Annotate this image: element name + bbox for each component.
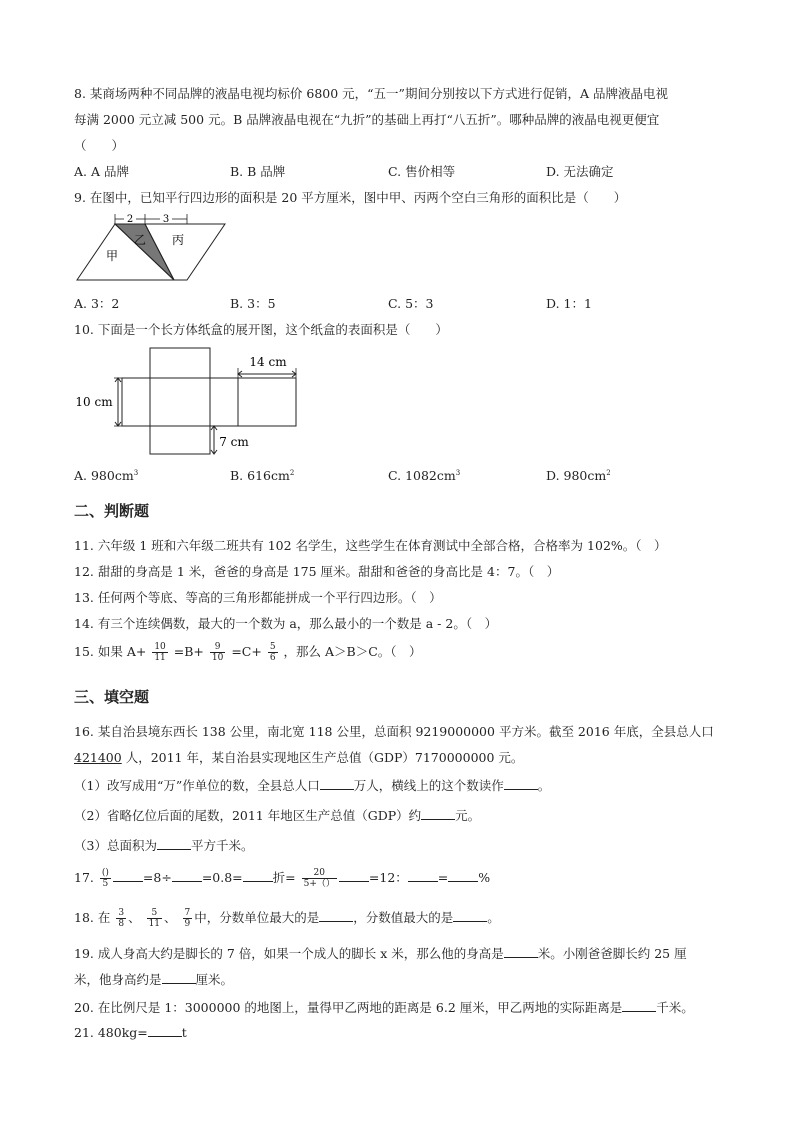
q9-option-b: B. 3：5 (230, 296, 276, 311)
q19-blank-2[interactable] (162, 971, 196, 984)
q11-text: 11. 六年级 1 班和六年级二班共有 102 名学生，这些学生在体育测试中全部合格，合格率为 102%。（ ） (74, 538, 667, 553)
q9-dim-2: 2 (126, 214, 134, 225)
q13-text: 13. 任何两个等底、等高的三角形都能拼成一个平行四边形。（ ） (74, 590, 442, 605)
q18-fraction-3: $\frac{7}{9}$ (184, 908, 191, 929)
q20-blank[interactable] (622, 999, 656, 1012)
q16-sub2: （2）省略亿位后面的尾数，2011 年地区生产总值（GDP）约 元。 (74, 808, 481, 823)
q10-text: 10. 下面是一个长方体纸盒的展开图，这个纸盒的表面积是（ ） (74, 322, 448, 337)
q21-text: 21. 480kg= t (74, 1025, 187, 1040)
q15-fraction-3: $\frac{5}{6}$ (269, 642, 276, 663)
q18-fraction-2: $\frac{5}{11}$ (148, 908, 161, 929)
q10-option-a: A. $980cm^3$ (74, 468, 139, 483)
q19-line1: 19. 成人身高大约是脚长的 7 倍，如果一个成人的脚长 x 米，那么他的身高是 米。小刚爸爸脚长约 25 厘 (74, 946, 687, 961)
q8-line1: 8. 某商场两种不同品牌的液晶电视均标价 6800 元，“五一”期间分别按以下方式进行促销，A 品牌液晶电视 (74, 86, 668, 101)
q9-dim-3: 3 (162, 214, 170, 225)
q16-sub1: （1）改写成用“万”作单位的数，全县总人口 万人，横线上的这个数读作 。 (74, 778, 551, 793)
q9-label-bing: 丙 (171, 233, 185, 247)
q18-blank-2[interactable] (453, 909, 487, 922)
q15-fraction-1: $\frac{10}{11}$ (154, 642, 166, 663)
q8-option-a: A. A 品牌 (74, 164, 129, 179)
q10-dim-10cm: 10 cm (75, 395, 113, 409)
q10-option-b: B. $616cm^2$ (230, 468, 295, 483)
q16-blank-4[interactable] (157, 837, 191, 850)
q19-blank-1[interactable] (504, 945, 538, 958)
q8-line2: 每满 2000 元立减 500 元。B 品牌液晶电视在“九折”的基础上再打“八五折”。哪种品牌的液晶电视更便宜 (74, 112, 660, 127)
q17-fraction-2: $\frac{20}{5+()}$ (303, 868, 335, 889)
section-fill-blank-title: 三、填空题 (74, 688, 150, 706)
q17-blank-3[interactable] (243, 869, 273, 882)
q9-option-c: C. 5：3 (388, 296, 434, 311)
q14-text: 14. 有三个连续偶数，最大的一个数为 a，那么最小的一个数是 a - 2。（ ） (74, 616, 498, 631)
q16-blank-1[interactable] (320, 777, 354, 790)
q16-blank-2[interactable] (504, 777, 538, 790)
q17-blank-5[interactable] (408, 869, 438, 882)
q21-blank[interactable] (148, 1024, 182, 1037)
q17-blank-1[interactable] (113, 869, 143, 882)
q20-text: 20. 在比例尺是 1：3000000 的地图上，量得甲乙两地的距离是 6.2 厘米，甲乙两地的实际距离是 千米。 (74, 1000, 694, 1015)
q15-text: 15. 如果 A+ $\frac{10}{11}$ =B+ $\frac{9}{10}$ =C+ $\frac{5}{6}$ ，那么 A＞B＞C。（ ） (74, 642, 422, 663)
q17-text: 17. $\frac{()}{5}$ =8÷ =0.8= 折= $\frac{20}{5+()}$ =12： = % (74, 868, 491, 889)
q8-option-b: B. B 品牌 (230, 164, 286, 179)
q8-option-d: D. 无法确定 (546, 164, 614, 179)
q16-sub3: （3）总面积为 平方千米。 (74, 838, 254, 853)
q15-fraction-2: $\frac{9}{10}$ (211, 642, 224, 663)
q9-label-yi: 乙 (133, 233, 147, 247)
q9-text: 9. 在图中，已知平行四边形的面积是 20 平方厘米，图中甲、丙两个空白三角形的面积比是（ ） (74, 190, 627, 205)
q16-blank-3[interactable] (421, 807, 455, 820)
q8-line3: （ ） (74, 138, 125, 153)
q10-option-d: D. $980cm^2$ (546, 468, 611, 483)
q9-option-d: D. 1：1 (546, 296, 592, 311)
q19-line2: 米，他身高约是 厘米。 (74, 972, 234, 987)
q18-blank-1[interactable] (319, 909, 353, 922)
q18-text: 18. 在 $\frac{3}{8}$ 、 $\frac{5}{11}$ 、 $\frac{7}{9}$ 中，分数单位最大的是 ，分数值最大的是 。 (74, 908, 500, 929)
q16-line2: 421400 人，2011 年，某自治县实现地区生产总值（GDP）7170000000 元。 (74, 750, 524, 765)
q9-option-a: A. 3：2 (74, 296, 120, 311)
q9-parallelogram-figure (72, 210, 232, 286)
q10-box-net-figure (72, 344, 312, 456)
q17-blank-6[interactable] (448, 869, 478, 882)
section-judgement-title: 二、判断题 (74, 502, 150, 520)
q10-dim-14cm: 14 cm (249, 355, 287, 369)
q8-option-c: C. 售价相等 (388, 164, 456, 179)
q10-option-c: C. $1082cm^3$ (388, 468, 461, 483)
q10-dim-7cm: 7 cm (219, 435, 249, 449)
q17-fraction-1: $\frac{()}{5}$ (101, 868, 109, 889)
q9-label-jia: 甲 (105, 249, 119, 263)
q17-blank-4[interactable] (339, 869, 369, 882)
q17-blank-2[interactable] (172, 869, 202, 882)
q16-line1: 16. 某自治县境东西长 138 公里，南北宽 118 公里，总面积 9219000000 平方米。截至 2016 年底，全县总人口 (74, 724, 714, 739)
q18-fraction-1: $\frac{3}{8}$ (118, 908, 125, 929)
q12-text: 12. 甜甜的身高是 1 米，爸爸的身高是 175 厘米。甜甜和爸爸的身高比是 4：7。（ ） (74, 564, 560, 579)
